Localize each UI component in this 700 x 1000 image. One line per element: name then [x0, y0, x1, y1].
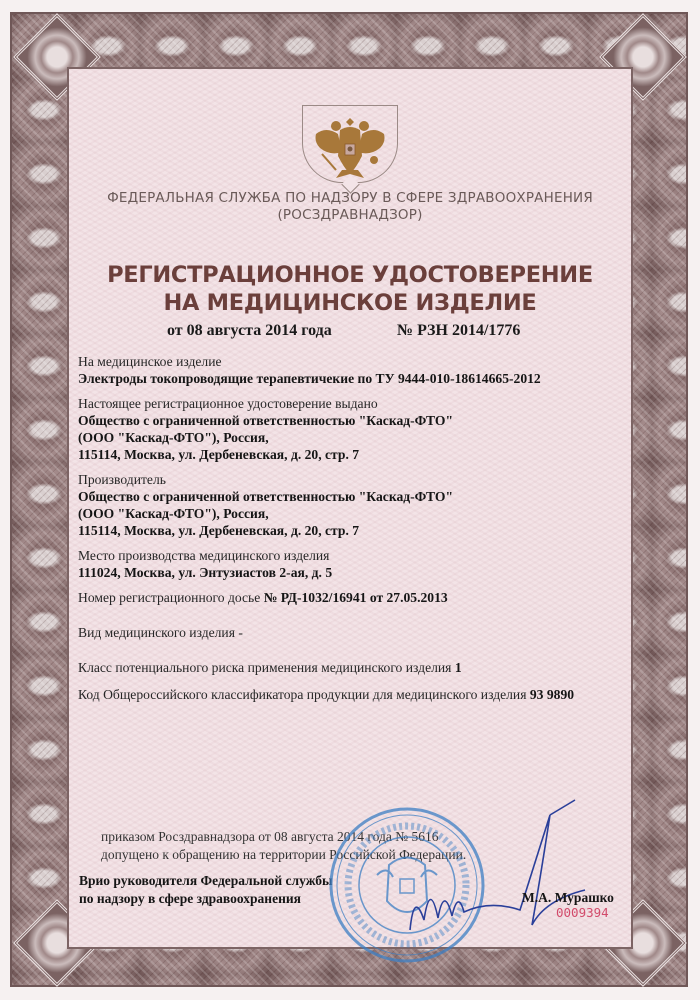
device-type-row	[78, 624, 623, 641]
device-type-value: -	[238, 625, 243, 640]
issued-to-line: Общество с ограниченной ответственностью "Каскад-ФТО"	[78, 413, 453, 428]
approval-order-line1: приказом Росздравнадзора от 08 августа 2014 года № 5616	[101, 829, 439, 844]
risk-class-label: Класс потенциального риска применения медицинского изделия	[78, 660, 452, 675]
production-site-label: Место производства медицинского изделия	[78, 548, 330, 563]
dossier-label: Номер регистрационного досье	[78, 590, 261, 605]
device-type-label: Вид медицинского изделия	[78, 625, 235, 640]
issue-date: от 08 августа 2014 года	[167, 322, 332, 339]
signer-name: М.А. Мурашко	[522, 890, 614, 905]
manufacturer-label: Производитель	[78, 472, 166, 487]
certificate-body	[78, 353, 623, 703]
device-label: На медицинское изделие	[78, 354, 222, 369]
dossier-row	[78, 589, 623, 606]
signer-title-line2: по надзору в сфере здравоохранения	[79, 891, 301, 906]
okp-code-row	[78, 686, 623, 703]
issue-date-line	[167, 322, 521, 340]
manufacturer-line: (ООО "Каскад-ФТО"), Россия,	[78, 506, 269, 521]
signer-title-line1: Врио руководителя Федеральной службы	[79, 873, 333, 888]
okp-code-value: 93 9890	[529, 687, 575, 702]
signer-title	[79, 872, 333, 908]
device-name: Электроды токопроводящие терапевтичекие по ТУ 9444-010-18614665-2012	[78, 371, 541, 386]
manufacturer-line: Общество с ограниченной ответственностью "Каскад-ФТО"	[78, 489, 453, 504]
registration-number: № РЗН 2014/1776	[397, 322, 521, 339]
agency-name: ФЕДЕРАЛЬНАЯ СЛУЖБА ПО НАДЗОРУ В СФЕРЕ ЗДРАВООХРАНЕНИЯ	[107, 190, 593, 206]
dossier-value: № РД-1032/16941 от 27.05.2013	[263, 590, 448, 605]
risk-class-value: 1	[454, 660, 462, 675]
agency-abbreviation: (РОСЗДРАВНАДЗОР)	[277, 207, 423, 223]
approval-order-line2: допущено к обращению на территории Российской Федерации.	[101, 847, 467, 862]
production-site-value: 111024, Москва, ул. Энтузиастов 2-ая, д. 5	[78, 565, 333, 580]
russian-double-headed-eagle-icon	[312, 112, 388, 180]
issued-to-label: Настоящее регистрационное удостоверение выдано	[78, 396, 378, 411]
issued-to-line: (ООО "Каскад-ФТО"), Россия,	[78, 430, 269, 445]
issued-to-line: 115114, Москва, ул. Дербеневская, д. 20, стр. 7	[78, 447, 360, 462]
okp-code-label: Код Общероссийского классификатора продукции для медицинского изделия	[78, 687, 527, 702]
form-serial-number: 0009394	[556, 905, 609, 920]
risk-class-row	[78, 659, 623, 676]
manufacturer-line: 115114, Москва, ул. Дербеневская, д. 20, стр. 7	[78, 523, 360, 538]
document-title-line2: НА МЕДИЦИНСКОЕ ИЗДЕЛИЕ	[163, 290, 537, 316]
document-title-line1: РЕГИСТРАЦИОННОЕ УДОСТОВЕРЕНИЕ	[107, 262, 593, 288]
